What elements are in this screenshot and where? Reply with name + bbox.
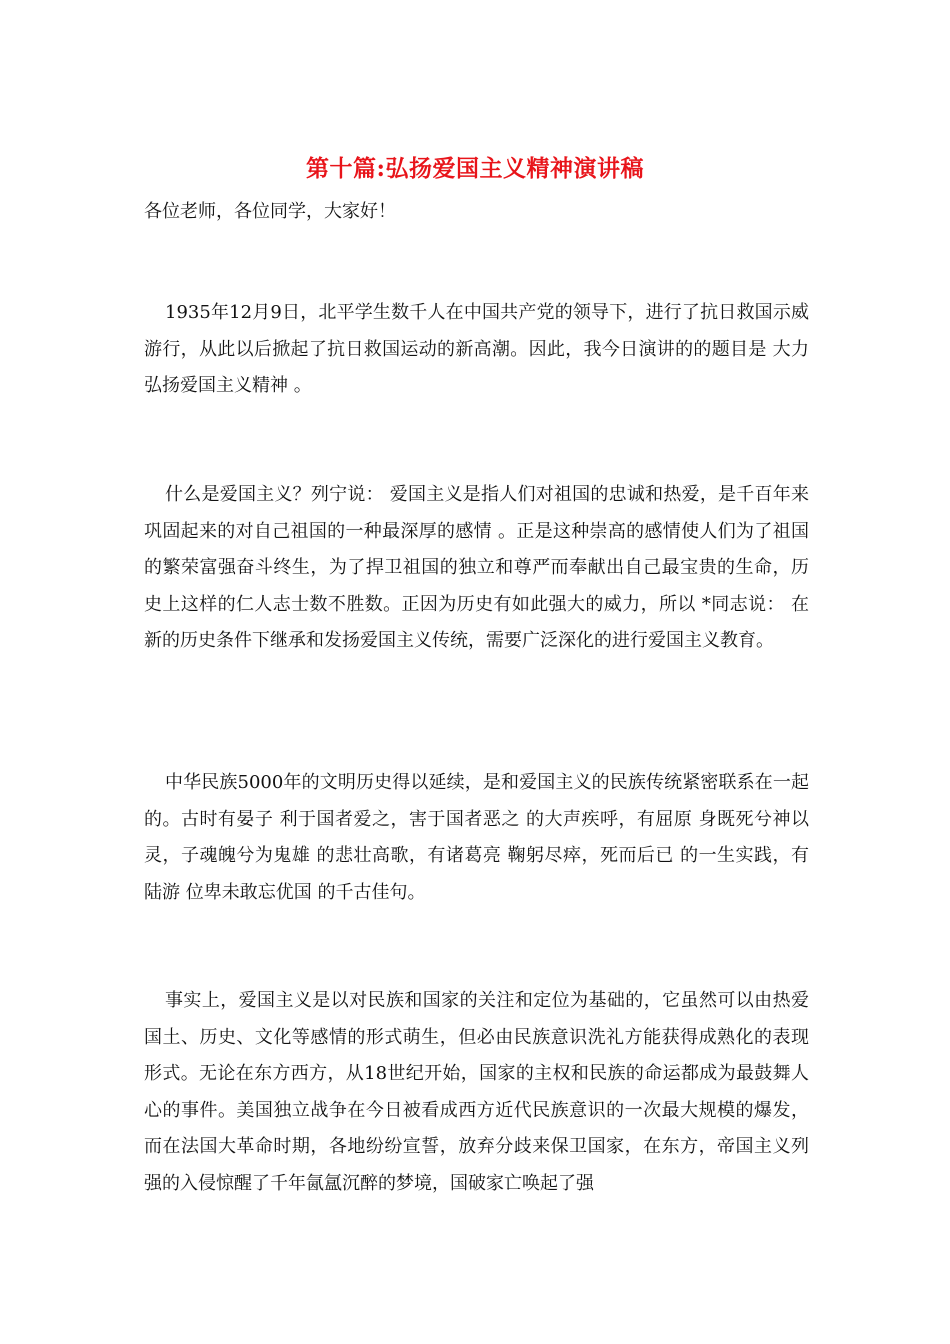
paragraph-2: 什么是爱国主义？列宁说： 爱国主义是指人们对祖国的忠诚和热爱，是千百年来巩固起来的对自己祖国的一种最深厚的感情 。正是这种崇高的感情使人们为了祖国的繁荣富强奋斗终生，为了捍卫祖国的独立和尊严而奉献出自己最宝贵的生命，历史上这样的仁人志士数不胜数。正因为历史有如此强大的威力，所以 *同志说： 在新的历史条件下继承和发扬爱国主义传统，需要广泛深化的进行爱国主义教育。	[144, 484, 809, 651]
greeting-line: 各位老师，各位同学，大家好！	[144, 201, 396, 222]
paragraph-3: 中华民族5000年的文明历史得以延续，是和爱国主义的民族传统紧密联系在一起的。古时有晏子 利于国者爱之，害于国者恶之 的大声疾呼，有屈原 身既死兮神以灵，子魂魄兮为鬼雄 的悲壮高歌，有诸葛亮 鞠躬尽瘁，死而后已 的一生实践，有陆游 位卑未敢忘优国 的千古佳句。	[144, 772, 809, 903]
paragraph-4: 事实上，爱国主义是以对民族和国家的关注和定位为基础的，它虽然可以由热爱国土、历史、文化等感情的形式萌生，但必由民族意识洗礼方能获得成熟化的表现形式。无论在东方西方，从18世纪开始，国家的主权和民族的命运都成为最鼓舞人心的事件。美国独立战争在今日被看成西方近代民族意识的一次最大规模的爆发，而在法国大革命时期，各地纷纷宣誓，放弃分歧来保卫国家，在东方，帝国主义列强的入侵惊醒了千年氤氲沉醉的梦境，国破家亡唤起了强	[144, 990, 809, 1194]
document-title: 第十篇:弘扬爱国主义精神演讲稿	[306, 155, 644, 182]
paragraph-1: 1935年12月9日，北平学生数千人在中国共产党的领导下，进行了抗日救国示威游行，从此以后掀起了抗日救国运动的新高潮。因此，我今日演讲的的题目是 大力弘扬爱国主义精神 。	[144, 302, 809, 396]
